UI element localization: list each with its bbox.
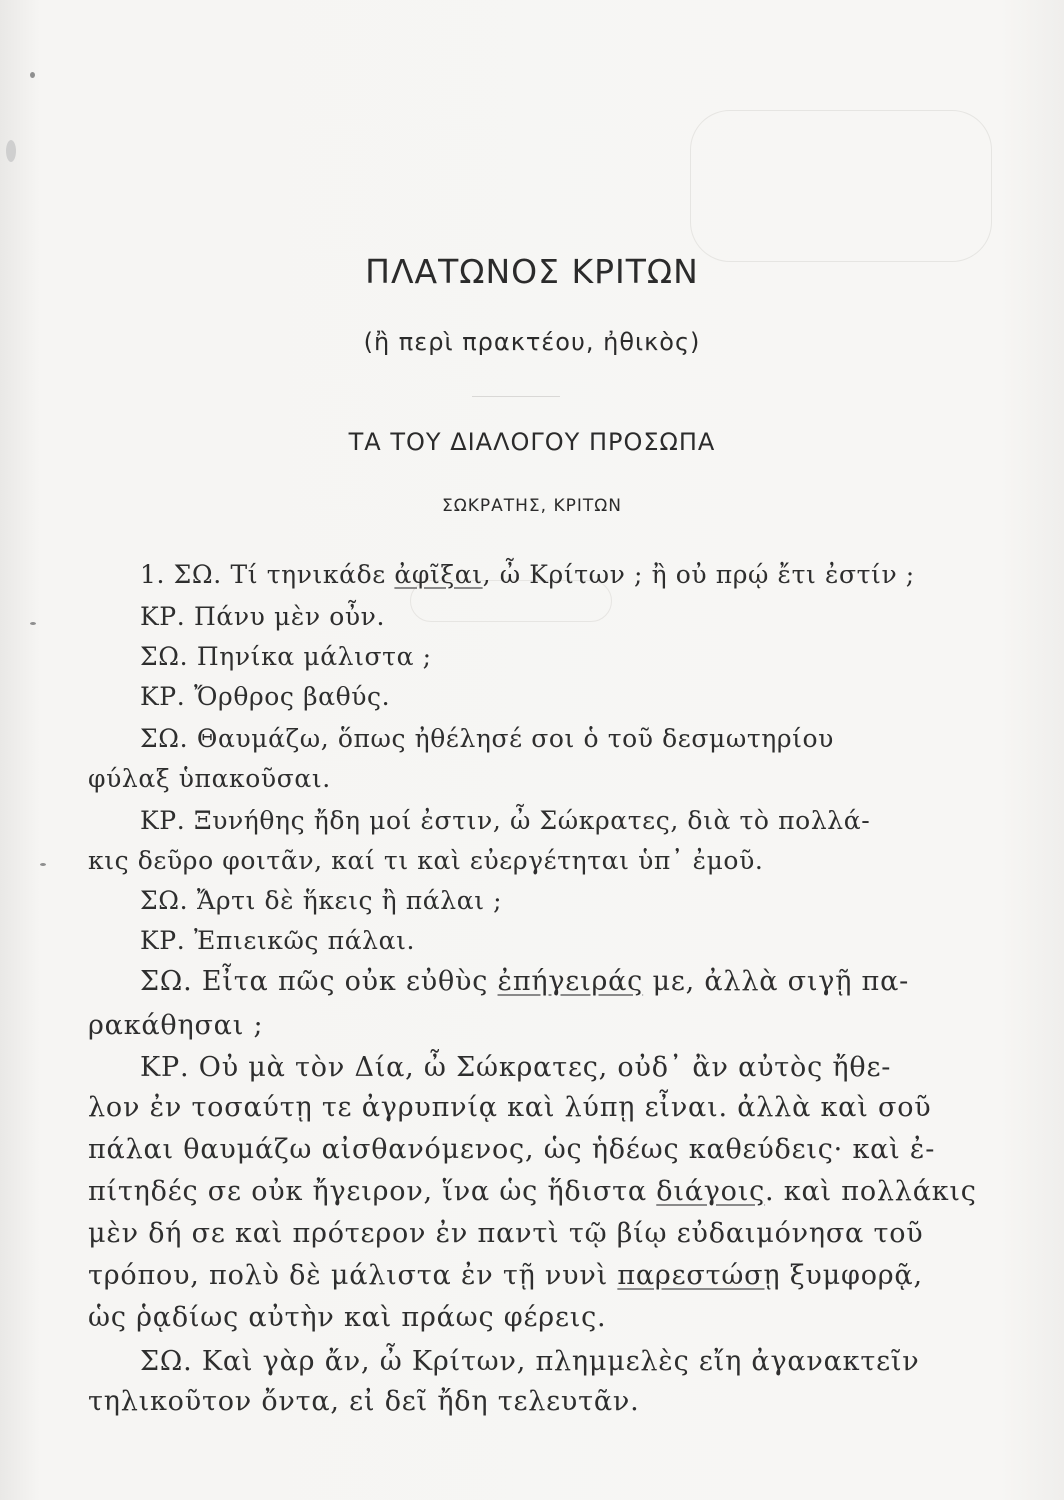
dialogue-line: πάλαι θαυμάζω αἰσθανόμενος, ὡς ἡδέως καθεύδεις· καὶ ἐ- [88,1134,936,1165]
underlined-word: ἐπήγειράς [497,966,644,997]
dialogue-line: τρόπου, πολὺ δὲ μάλιστα ἐν τῇ νυνὶ παρεστώσῃ ξυμφορᾷ, [88,1260,923,1291]
speaker-label: ΣΩ. [140,966,193,997]
dialogue-line: 1. ΣΩ. Τί τηνικάδε ἀφῖξαι, ὦ Κρίτων ; ἢ οὐ πρῴ ἔτι ἐστίν ; [140,560,915,589]
dialogue-line: ΚΡ. Ξυνήθης ἤδη μοί ἐστιν, ὦ Σώκρατες, διὰ τὸ πολλά- [140,806,871,835]
dialogue-line: λον ἐν τοσαύτῃ τε ἀγρυπνίᾳ καὶ λύπῃ εἶναι. ἀλλὰ καὶ σοῦ [88,1092,932,1123]
speaker-label: ΚΡ. [140,1052,190,1083]
ink-speck [30,622,36,625]
speaker-label: ΣΩ. [140,724,189,753]
speaker-label: ΣΩ. [140,642,189,671]
dialogue-line: τηλικοῦτον ὄντα, εἰ δεῖ ἤδη τελευτᾶν. [88,1386,640,1417]
dialogue-line: κις δεῦρο φοιτᾶν, καί τι καὶ εὐεργέτηται ὑπ᾽ ἐμοῦ. [88,846,764,875]
dialogue-line: ΚΡ. Πάνυ μὲν οὖν. [140,602,386,631]
dialogue-line: ΣΩ. Πηνίκα μάλιστα ; [140,642,432,671]
dialogue-line: ΚΡ. Ἐπιεικῶς πάλαι. [140,926,416,955]
underlined-word: ἀφῖξαι [394,560,483,589]
speaker-label: ΣΩ. [140,1346,193,1377]
document-title: ΠΛΑΤΩΝΟΣ ΚΡΙΤΩΝ [365,252,699,291]
persons-heading: ΤΑ ΤΟΥ ΔΙΑΛΟΓΟΥ ΠΡΟΣΩΠΑ [348,428,716,456]
speaker-label: ΚΡ. [140,602,186,631]
speaker-label: ΣΩ. [140,886,189,915]
divider [472,396,560,397]
underlined-word: διάγοις [656,1176,766,1207]
dialogue-line: φύλαξ ὑπακοῦσαι. [88,764,331,793]
dialogue-line: ΣΩ. Καὶ γὰρ ἄν, ὦ Κρίτων, πλημμελὲς εἴη ἀγανακτεῖν [140,1346,920,1377]
dialogue-line: ΚΡ. Οὐ μὰ τὸν Δία, ὦ Σώκρατες, οὐδ᾽ ἂν αὐτὸς ἤθε- [140,1052,892,1083]
speaker-label: ΚΡ. [140,682,186,711]
speaker-label: 1. ΣΩ. [140,560,222,589]
ink-speck [6,140,16,162]
dialogue-line: ΚΡ. Ὄρθρος βαθύς. [140,682,391,711]
faint-bleed-through [690,110,992,262]
dialogue-line: μὲν δή σε καὶ πρότερον ἐν παντὶ τῷ βίῳ εὐδαιμόνησα τοῦ [88,1218,924,1249]
dialogue-line: ΣΩ. Θαυμάζω, ὅπως ἠθέλησέ σοι ὁ τοῦ δεσμωτηρίου [140,724,834,753]
ink-speck [30,72,35,78]
speaker-label: ΚΡ. [140,806,186,835]
dialogue-line: ὡς ῥᾳδίως αὐτὴν καὶ πράως φέρεις. [88,1302,607,1333]
ink-speck [40,863,46,866]
dialogue-line: ρακάθησαι ; [88,1010,264,1041]
speaker-label: ΚΡ. [140,926,186,955]
dialogue-line: ΣΩ. Εἶτα πῶς οὐκ εὐθὺς ἐπήγειράς με, ἀλλὰ σιγῇ πα- [140,966,910,997]
persons-list: ΣΩΚΡΑΤΗΣ, ΚΡΙΤΩΝ [442,496,622,516]
underlined-word: παρεστώσῃ [617,1260,781,1291]
document-subtitle: (ἢ περὶ πρακτέου, ἠθικὸς) [363,328,701,356]
dialogue-line: πίτηδές σε οὐκ ἤγειρον, ἵνα ὡς ἥδιστα διάγοις. καὶ πολλάκις [88,1176,977,1207]
dialogue-line: ΣΩ. Ἄρτι δὲ ἥκεις ἢ πάλαι ; [140,886,503,915]
